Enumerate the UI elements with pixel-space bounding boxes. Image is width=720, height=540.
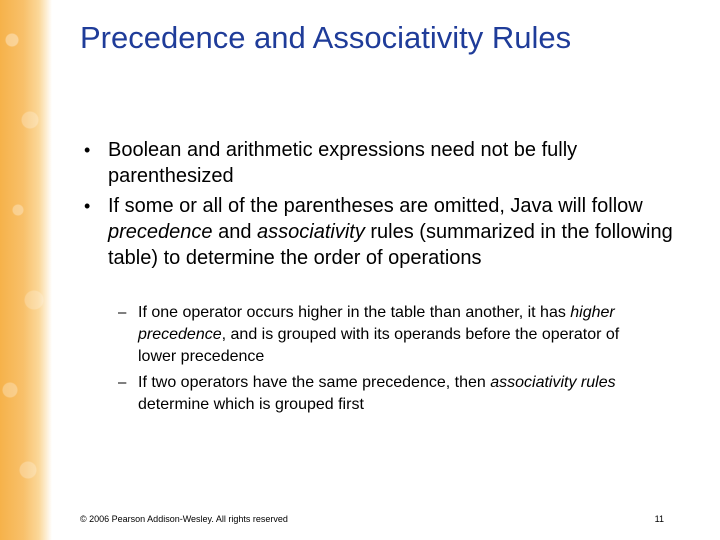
main-bullet-2-text-after: rules (summarized in the following table) to determine the order of operations xyxy=(108,221,673,269)
main-bullet-2-text-before: If some or all of the parentheses are omitted, Java will follow xyxy=(108,195,643,217)
decorative-side-band xyxy=(0,0,52,540)
associativity-term: associativity xyxy=(257,221,365,243)
slide-title: Precedence and Associativity Rules xyxy=(80,20,572,55)
bullet-icon: • xyxy=(84,140,91,160)
main-bullet-2-text-between: and xyxy=(212,221,258,243)
higher-precedence-term: higher precedence xyxy=(138,304,615,343)
associativity-rules-term: associativity rules xyxy=(490,374,616,391)
main-bullet-item-1 xyxy=(84,137,684,189)
dash-bullet-icon: – xyxy=(118,304,127,321)
sub-bullet-2-text-after: determine which is grouped first xyxy=(138,396,364,413)
sub-bullet-list xyxy=(118,302,658,420)
main-bullet-1-text: Boolean and arithmetic expressions need not be fully parenthesized xyxy=(108,139,578,187)
sub-bullet-1-text-before: If one operator occurs higher in the table than another, it has xyxy=(138,304,571,321)
sub-bullet-item-1 xyxy=(118,302,658,368)
sub-bullet-2-text-before: If two operators have the same precedence, then xyxy=(138,374,491,391)
sub-bullet-item-2 xyxy=(118,372,658,416)
precedence-term: precedence xyxy=(108,221,213,243)
main-bullet-list xyxy=(84,137,684,275)
page-number: 11 xyxy=(654,514,664,524)
footer-copyright: © 2006 Pearson Addison-Wesley. All rights reserved xyxy=(80,514,288,524)
bullet-icon: • xyxy=(84,196,91,216)
dash-bullet-icon: – xyxy=(118,374,127,391)
main-bullet-item-2 xyxy=(84,193,684,271)
sub-bullet-1-text-after: , and is grouped with its operands before the operator of lower precedence xyxy=(138,326,620,365)
